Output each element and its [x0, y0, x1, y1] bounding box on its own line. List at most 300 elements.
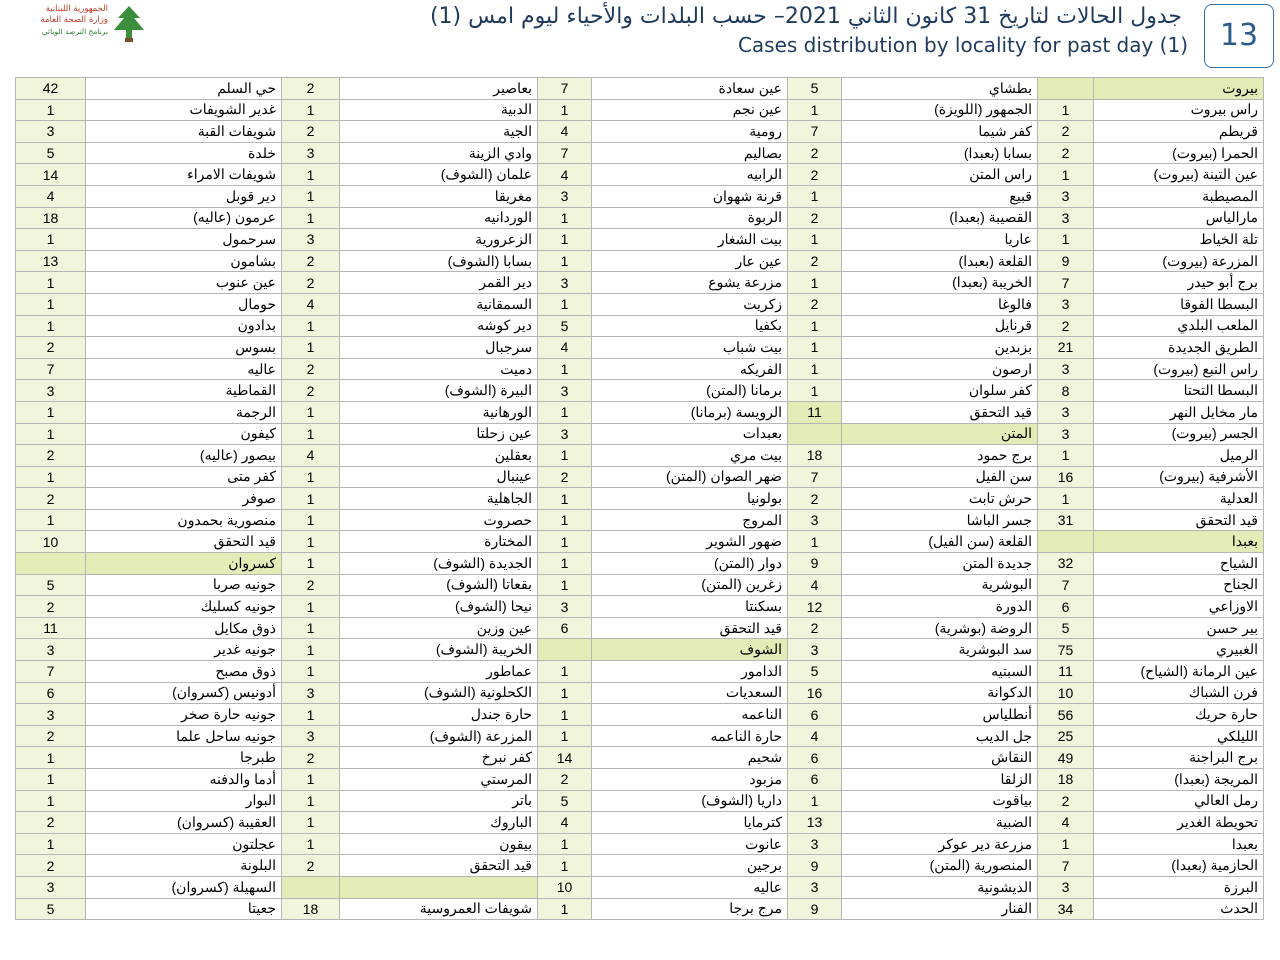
case-count-cell: [788, 423, 842, 445]
case-count-cell: 1: [282, 639, 340, 661]
case-count-cell: 3: [1038, 185, 1094, 207]
case-count-cell: 49: [1038, 747, 1094, 769]
table-row: [16, 747, 1264, 769]
locality-cell: عين عنوب: [86, 272, 282, 294]
case-count-cell: 2: [788, 293, 842, 315]
locality-cell: بعبدا: [1094, 833, 1264, 855]
case-count-cell: 11: [1038, 661, 1094, 683]
case-count-cell: 2: [1038, 121, 1094, 143]
case-count-cell: 2: [16, 855, 86, 877]
case-count-cell: 14: [16, 164, 86, 186]
case-count-cell: 1: [282, 704, 340, 726]
locality-cell: البرزة: [1094, 876, 1264, 898]
locality-cell: كفر نبرخ: [340, 747, 538, 769]
locality-cell: القلعة (بعبدا): [842, 250, 1038, 272]
case-count-cell: 4: [538, 164, 592, 186]
locality-cell: سرحمول: [86, 229, 282, 251]
locality-cell: الديشونية: [842, 876, 1038, 898]
locality-cell: جديدة المتن: [842, 553, 1038, 575]
locality-cell: شويفات الامراء: [86, 164, 282, 186]
locality-cell: دوار (المتن): [592, 553, 788, 575]
locality-cell: السهيلة (كسروان): [86, 876, 282, 898]
locality-cell: حصروت: [340, 509, 538, 531]
table-row: [16, 78, 1264, 100]
case-count-cell: 1: [16, 423, 86, 445]
table-row: [16, 812, 1264, 834]
locality-cell: كسروان: [86, 553, 282, 575]
locality-cell: غدير الشويفات: [86, 99, 282, 121]
case-count-cell: 32: [1038, 553, 1094, 575]
locality-cell: حومال: [86, 293, 282, 315]
locality-cell: [340, 876, 538, 898]
locality-cell: كفر متى: [86, 466, 282, 488]
case-count-cell: 1: [282, 423, 340, 445]
case-count-cell: 2: [788, 207, 842, 229]
case-count-cell: 2: [788, 250, 842, 272]
case-count-cell: 1: [282, 185, 340, 207]
locality-cell: ذوق مصبح: [86, 661, 282, 683]
case-count-cell: 18: [788, 445, 842, 467]
case-count-cell: 3: [282, 682, 340, 704]
case-count-cell: 34: [1038, 898, 1094, 920]
case-count-cell: 3: [282, 229, 340, 251]
locality-cell: شحيم: [592, 747, 788, 769]
case-count-cell: 2: [282, 380, 340, 402]
case-count-cell: 16: [788, 682, 842, 704]
case-count-cell: 3: [788, 833, 842, 855]
case-count-cell: 2: [788, 164, 842, 186]
case-count-cell: 1: [538, 229, 592, 251]
locality-cell: حي السلم: [86, 78, 282, 100]
locality-cell: الرميل: [1094, 445, 1264, 467]
case-count-cell: 10: [538, 876, 592, 898]
case-count-cell: 1: [282, 164, 340, 186]
header: [0, 0, 1280, 74]
locality-cell: دير القمر: [340, 272, 538, 294]
case-count-cell: 3: [16, 639, 86, 661]
case-count-cell: 2: [538, 769, 592, 791]
locality-cell: بيت الشغار: [592, 229, 788, 251]
locality-cell: السبتيه: [842, 661, 1038, 683]
locality-cell: بيت مري: [592, 445, 788, 467]
locality-cell: زكريت: [592, 293, 788, 315]
case-count-cell: 2: [16, 725, 86, 747]
case-count-cell: 1: [282, 833, 340, 855]
locality-cell: بير حسن: [1094, 617, 1264, 639]
case-count-cell: 1: [538, 401, 592, 423]
locality-cell: الخريبة (الشوف): [340, 639, 538, 661]
case-count-cell: 1: [282, 207, 340, 229]
locality-cell: عين التينة (بيروت): [1094, 164, 1264, 186]
locality-cell: قريطم: [1094, 121, 1264, 143]
locality-cell: المصيطبة: [1094, 185, 1264, 207]
case-count-cell: 2: [1038, 790, 1094, 812]
case-count-cell: 8: [1038, 380, 1094, 402]
locality-cell: بسابا (الشوف): [340, 250, 538, 272]
case-count-cell: 2: [538, 466, 592, 488]
case-count-cell: 1: [788, 272, 842, 294]
case-count-cell: 1: [538, 704, 592, 726]
case-count-cell: 18: [282, 898, 340, 920]
case-count-cell: 1: [788, 531, 842, 553]
case-count-cell: 1: [282, 315, 340, 337]
locality-cell: بعقلين: [340, 445, 538, 467]
locality-cell: الشياح: [1094, 553, 1264, 575]
locality-cell: عين عار: [592, 250, 788, 272]
locality-cell: المزرعة (الشوف): [340, 725, 538, 747]
case-count-cell: 6: [788, 769, 842, 791]
locality-cell: دير قوبل: [86, 185, 282, 207]
case-count-cell: 3: [1038, 876, 1094, 898]
locality-cell: كفر شيما: [842, 121, 1038, 143]
locality-cell: الزلقا: [842, 769, 1038, 791]
case-count-cell: 2: [1038, 315, 1094, 337]
page-number: 13: [1204, 4, 1274, 68]
case-count-cell: 1: [538, 445, 592, 467]
case-count-cell: 1: [16, 293, 86, 315]
locality-cell: بسابا (بعبدا): [842, 142, 1038, 164]
locality-cell: الأشرفية (بيروت): [1094, 466, 1264, 488]
locality-cell: زغرين (المتن): [592, 574, 788, 596]
case-count-cell: 1: [538, 833, 592, 855]
locality-cell: بطشاي: [842, 78, 1038, 100]
locality-cell: بصاليم: [592, 142, 788, 164]
table-row: [16, 445, 1264, 467]
case-count-cell: [538, 639, 592, 661]
case-count-cell: 6: [538, 617, 592, 639]
table-row: [16, 272, 1264, 294]
table-row: [16, 423, 1264, 445]
case-count-cell: 7: [16, 358, 86, 380]
cedar-icon: [110, 4, 148, 44]
table-row: [16, 661, 1264, 683]
case-count-cell: 1: [538, 531, 592, 553]
table-row: [16, 596, 1264, 618]
case-count-cell: 5: [16, 574, 86, 596]
case-count-cell: 4: [16, 185, 86, 207]
locality-cell: البوار: [86, 790, 282, 812]
case-count-cell: 3: [16, 704, 86, 726]
locality-cell: عانوت: [592, 833, 788, 855]
locality-cell: الدامور: [592, 661, 788, 683]
locality-cell: جسر الباشا: [842, 509, 1038, 531]
locality-cell: عين زحلتا: [340, 423, 538, 445]
locality-cell: جونيه حارة صخر: [86, 704, 282, 726]
locality-cell: سرجبال: [340, 337, 538, 359]
case-count-cell: 2: [16, 596, 86, 618]
table-row: [16, 790, 1264, 812]
case-count-cell: 7: [1038, 855, 1094, 877]
locality-cell: الدبية: [340, 99, 538, 121]
case-count-cell: 10: [1038, 682, 1094, 704]
locality-cell: جونيه غدير: [86, 639, 282, 661]
case-count-cell: 18: [16, 207, 86, 229]
locality-cell: برج البراجنة: [1094, 747, 1264, 769]
case-count-cell: 2: [282, 272, 340, 294]
locality-cell: قيد التحقق: [86, 531, 282, 553]
case-count-cell: 2: [16, 337, 86, 359]
locality-cell: جونيه ساحل علما: [86, 725, 282, 747]
locality-cell: بعبدات: [592, 423, 788, 445]
case-count-cell: [1038, 531, 1094, 553]
locality-cell: قيد التحقق: [340, 855, 538, 877]
case-count-cell: 13: [788, 812, 842, 834]
locality-cell: أنطلياس: [842, 704, 1038, 726]
case-count-cell: 1: [1038, 833, 1094, 855]
locality-cell: منصورية بحمدون: [86, 509, 282, 531]
case-count-cell: 4: [538, 337, 592, 359]
case-count-cell: 16: [1038, 466, 1094, 488]
locality-cell: القصيبة (بعبدا): [842, 207, 1038, 229]
case-count-cell: 1: [538, 661, 592, 683]
locality-cell: تحويطة الغدير: [1094, 812, 1264, 834]
locality-cell: برمانا (المتن): [592, 380, 788, 402]
locality-cell: البوشرية: [842, 574, 1038, 596]
locality-cell: عاليه: [86, 358, 282, 380]
locality-cell: الشوف: [592, 639, 788, 661]
case-count-cell: 3: [788, 876, 842, 898]
case-count-cell: 1: [538, 553, 592, 575]
locality-cell: أدما والدفنه: [86, 769, 282, 791]
case-count-cell: 2: [282, 250, 340, 272]
locality-cell: الجية: [340, 121, 538, 143]
case-count-cell: 7: [788, 121, 842, 143]
locality-cell: الربوة: [592, 207, 788, 229]
case-count-cell: 7: [1038, 574, 1094, 596]
locality-cell: قبيع: [842, 185, 1038, 207]
locality-cell: مزبود: [592, 769, 788, 791]
locality-cell: رومية: [592, 121, 788, 143]
case-count-cell: 2: [788, 488, 842, 510]
locality-cell: البسطا الفوقا: [1094, 293, 1264, 315]
case-count-cell: 1: [1038, 99, 1094, 121]
case-count-cell: 3: [788, 639, 842, 661]
case-count-cell: 1: [16, 229, 86, 251]
locality-cell: حارة حريك: [1094, 704, 1264, 726]
case-count-cell: 1: [282, 509, 340, 531]
locality-cell: الرجمة: [86, 401, 282, 423]
case-count-cell: 7: [16, 661, 86, 683]
locality-cell: الجناح: [1094, 574, 1264, 596]
locality-cell: وادي الزينة: [340, 142, 538, 164]
locality-cell: السعديات: [592, 682, 788, 704]
case-count-cell: 1: [538, 682, 592, 704]
locality-cell: سن الفيل: [842, 466, 1038, 488]
case-count-cell: 1: [538, 358, 592, 380]
case-count-cell: 1: [16, 272, 86, 294]
case-count-cell: 1: [1038, 488, 1094, 510]
locality-cell: حارة الناعمه: [592, 725, 788, 747]
case-count-cell: 7: [538, 78, 592, 100]
logo-line-1: الجمهورية اللبنانية: [45, 4, 108, 14]
case-count-cell: 4: [538, 812, 592, 834]
table-row: [16, 229, 1264, 251]
case-count-cell: 1: [788, 99, 842, 121]
locality-cell: قيد التحقق: [842, 401, 1038, 423]
case-count-cell: 1: [16, 99, 86, 121]
locality-cell: شويفات العمروسية: [340, 898, 538, 920]
case-count-cell: 1: [16, 466, 86, 488]
locality-cell: الاوزاعي: [1094, 596, 1264, 618]
case-count-cell: 2: [1038, 142, 1094, 164]
locality-cell: مزرعة دير عوكر: [842, 833, 1038, 855]
table-row: [16, 725, 1264, 747]
case-count-cell: 3: [282, 142, 340, 164]
case-count-cell: 3: [16, 876, 86, 898]
locality-cell: راس المتن: [842, 164, 1038, 186]
locality-cell: بشامون: [86, 250, 282, 272]
case-count-cell: 2: [788, 617, 842, 639]
locality-cell: عجلتون: [86, 833, 282, 855]
locality-cell: عين سعادة: [592, 78, 788, 100]
locality-cell: عماطور: [340, 661, 538, 683]
locality-cell: أدونيس (كسروان): [86, 682, 282, 704]
locality-cell: عرمون (عاليه): [86, 207, 282, 229]
case-count-cell: 1: [538, 725, 592, 747]
locality-cell: برجين: [592, 855, 788, 877]
case-count-cell: 3: [1038, 207, 1094, 229]
locality-cell: الوردانيه: [340, 207, 538, 229]
locality-cell: النقاش: [842, 747, 1038, 769]
case-count-cell: [16, 553, 86, 575]
locality-cell: الطريق الجديدة: [1094, 337, 1264, 359]
case-count-cell: 3: [538, 185, 592, 207]
locality-cell: عين الرمانة (الشياح): [1094, 661, 1264, 683]
locality-cell: الليلكي: [1094, 725, 1264, 747]
locality-cell: بكفيا: [592, 315, 788, 337]
case-count-cell: [282, 876, 340, 898]
case-count-cell: 3: [282, 725, 340, 747]
table-row: [16, 337, 1264, 359]
case-count-cell: 7: [788, 466, 842, 488]
case-count-cell: 1: [788, 380, 842, 402]
case-count-cell: 4: [1038, 812, 1094, 834]
case-count-cell: 5: [16, 898, 86, 920]
locality-cell: بسوس: [86, 337, 282, 359]
locality-cell: البيرة (الشوف): [340, 380, 538, 402]
locality-cell: ارصون: [842, 358, 1038, 380]
case-count-cell: 6: [788, 704, 842, 726]
case-count-cell: 3: [16, 121, 86, 143]
table-row: [16, 250, 1264, 272]
locality-cell: الجديدة (الشوف): [340, 553, 538, 575]
case-count-cell: 13: [16, 250, 86, 272]
table-row: [16, 682, 1264, 704]
locality-cell: بعبدا: [1094, 531, 1264, 553]
locality-cell: برج حمود: [842, 445, 1038, 467]
locality-cell: بياقوت: [842, 790, 1038, 812]
locality-cell: كترمايا: [592, 812, 788, 834]
case-count-cell: 1: [16, 401, 86, 423]
locality-cell: كفر سلوان: [842, 380, 1038, 402]
case-count-cell: 1: [282, 337, 340, 359]
case-count-cell: 1: [16, 509, 86, 531]
locality-cell: الباروك: [340, 812, 538, 834]
case-count-cell: 56: [1038, 704, 1094, 726]
locality-cell: جونيه كسليك: [86, 596, 282, 618]
case-count-cell: 1: [538, 898, 592, 920]
table-row: [16, 315, 1264, 337]
case-count-cell: 1: [16, 769, 86, 791]
locality-cell: بسكنتا: [592, 596, 788, 618]
locality-cell: المتن: [842, 423, 1038, 445]
case-count-cell: 2: [16, 812, 86, 834]
table-row: [16, 358, 1264, 380]
locality-cell: مغريقا: [340, 185, 538, 207]
locality-cell: مارالياس: [1094, 207, 1264, 229]
locality-cell: سد البوشرية: [842, 639, 1038, 661]
locality-cell: الكحلونية (الشوف): [340, 682, 538, 704]
case-count-cell: 1: [538, 855, 592, 877]
case-count-cell: 4: [538, 121, 592, 143]
locality-cell: حارة جندل: [340, 704, 538, 726]
case-count-cell: 75: [1038, 639, 1094, 661]
case-count-cell: 2: [282, 574, 340, 596]
case-count-cell: 2: [788, 142, 842, 164]
page-title-english: Cases distribution by locality for past day (1): [737, 33, 1188, 57]
case-count-cell: 5: [788, 661, 842, 683]
case-count-cell: 3: [1038, 401, 1094, 423]
table-row: [16, 121, 1264, 143]
locality-cell: عاليه: [592, 876, 788, 898]
locality-cell: الورهانية: [340, 401, 538, 423]
case-count-cell: 2: [282, 78, 340, 100]
table-row: [16, 617, 1264, 639]
table-row: [16, 898, 1264, 920]
case-count-cell: 7: [1038, 272, 1094, 294]
case-count-cell: 3: [538, 272, 592, 294]
locality-cell: برج أبو حيدر: [1094, 272, 1264, 294]
table-row: [16, 876, 1264, 898]
locality-cell: جل الديب: [842, 725, 1038, 747]
case-count-cell: 1: [538, 250, 592, 272]
logo-text: [8, 4, 108, 37]
case-count-cell: 1: [16, 833, 86, 855]
case-count-cell: 21: [1038, 337, 1094, 359]
case-count-cell: 1: [282, 466, 340, 488]
locality-cell: المزرعة (بيروت): [1094, 250, 1264, 272]
case-count-cell: 42: [16, 78, 86, 100]
locality-cell: الجاهلية: [340, 488, 538, 510]
locality-cell: نيحا (الشوف): [340, 596, 538, 618]
locality-cell: المروج: [592, 509, 788, 531]
locality-cell: بزبدين: [842, 337, 1038, 359]
case-count-cell: 3: [788, 509, 842, 531]
case-count-cell: 1: [282, 812, 340, 834]
locality-cell: كيفون: [86, 423, 282, 445]
locality-cell: بيت شباب: [592, 337, 788, 359]
case-count-cell: 1: [282, 617, 340, 639]
table-row: [16, 207, 1264, 229]
locality-cell: البلونة: [86, 855, 282, 877]
case-count-cell: 1: [282, 401, 340, 423]
table-row: [16, 574, 1264, 596]
locality-cell: مزرعة يشوع: [592, 272, 788, 294]
cases-table-body: [16, 78, 1264, 920]
locality-cell: الفنار: [842, 898, 1038, 920]
locality-cell: راس بيروت: [1094, 99, 1264, 121]
case-count-cell: 3: [1038, 423, 1094, 445]
case-count-cell: 1: [538, 488, 592, 510]
case-count-cell: 1: [282, 488, 340, 510]
logo-line-2: وزارة الصحة العامة: [40, 15, 108, 25]
logo-line-3: برنامج الترصد الوبائي: [41, 27, 108, 36]
table-row: [16, 466, 1264, 488]
case-count-cell: 4: [788, 574, 842, 596]
locality-cell: العدلية: [1094, 488, 1264, 510]
table-row: [16, 531, 1264, 553]
case-count-cell: 4: [282, 293, 340, 315]
